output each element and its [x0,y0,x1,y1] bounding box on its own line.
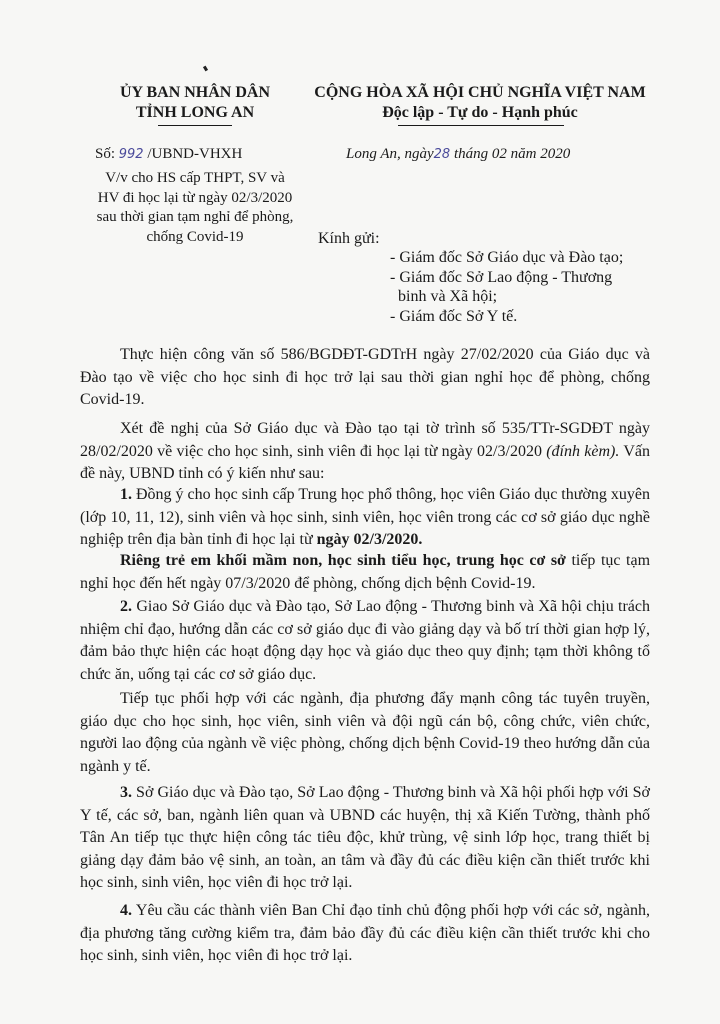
national-title: CỘNG HÒA XÃ HỘI CHỦ NGHĨA VIỆT NAM [314,84,646,101]
item-number: 3. [120,784,132,801]
recipient-line: - Giám đốc Sở Lao động - Thương [390,268,613,286]
subject-line: V/v cho HS cấp THPT, SV và [105,170,285,186]
date-day-handwritten: 28 [433,147,451,162]
subject-line: chống Covid-19 [146,228,244,245]
item-4-text: Yêu cầu các thành viên Ban Chỉ đạo tỉnh chủ động phối hợp với các sở, ngành, địa phương tăng cường kiểm tra, đảm bảo đầy đủ các điều kiện cần thiết trước khi cho học sinh, sinh viên, học viên đi học trở lại. [80,902,650,964]
paragraph-item-1 [80,484,650,552]
paragraph-intro: Thực hiện công văn số 586/BGDĐT-GDTrH ngày 27/02/2020 của Giáo dục và Đào tạo về việc cho học sinh đi học trở lại sau thời gian nghỉ học để phòng, chống Covid-19. [80,346,650,408]
item-3-text: Sở Giáo dục và Đào tạo, Sở Lao động - Thương binh và Xã hội phối hợp với Sở Y tế, các sở, ban, ngành liên quan và UBND các huyện, thị xã Kiến Tường, thành phố Tân An tiếp tục thực hiện công tác tiêu độc, khử trùng, vệ sinh lớp học, trang thiết bị giảng dạy đảm bảo vệ sinh, an toàn, an tâm và đầy đủ các điều kiện cần thiết trước khi học sinh, sinh viên, học viên đi học trở lại. [80,784,650,891]
greeting: Kính gửi: [318,230,380,247]
item-number: 2. [120,598,132,615]
proposal-tail: Vấn đề này, UBND tỉnh có ý kiến như sau: [80,442,650,482]
item-1-date: ngày 02/3/2020. [316,531,423,548]
subject-line: sau thời gian tạm nghỉ để phòng, [96,209,294,225]
item-1-text: Đồng ý cho học sinh cấp Trung học phổ thông, học viên Giáo dục thường xuyên (lớp 10, 11, 12), sinh viên và học sinh, sinh viên, học viên trong các cơ sở giáo dục nghề nghiệp trên địa bàn tỉnh đi học lại từ [80,486,650,548]
proposal-text: Xét đề nghị của Sở Giáo dục và Đào tạo tại tờ trình số 535/TTr-SGDĐT ngày 28/02/2020 về việc cho học sinh, sinh viên đi học lại từ ngày 02/3/2020 [80,420,650,460]
recipients-list [390,248,623,326]
document-number [95,146,242,163]
proposal-attachment-note: (đính kèm). [546,442,620,460]
org-underline [158,125,232,126]
paragraph-item-4 [80,900,650,968]
exception-text: tiếp tục tạm nghỉ học đến hết ngày 07/3/2020 để phòng, chống dịch bệnh Covid-19. [80,552,651,592]
ink-mark [203,66,208,72]
date-prefix: Long An, ngày [346,146,434,162]
paragraph-exception [80,550,650,595]
item-number: 1. [120,486,132,503]
document-date [346,146,570,163]
issuing-org-line2: TỈNH LONG AN [135,104,255,121]
exception-bold-text: Riêng trẻ em khối mầm non, học sinh tiểu học, trung học cơ sở [120,552,566,569]
paragraph-propaganda: Tiếp tục phối hợp với các ngành, địa phương đẩy mạnh công tác tuyên truyền, giáo dục cho học sinh, học viên, sinh viên và đội ngũ cán bộ, công chức, viên chức, người lao động của ngành về việc phòng, chống dịch bệnh Covid-19 theo hướng dẫn của ngành y tế. [80,690,650,775]
paragraph-item-3 [80,782,650,895]
doc-number-suffix: /UBND-VHXH [147,146,243,162]
paragraph-item-2 [80,596,650,686]
motto-underline [398,125,564,126]
doc-number-handwritten: 992 [118,147,144,162]
doc-number-prefix: Số: [95,146,116,162]
recipient-line: binh và Xã hội; [398,288,498,305]
recipient-line: - Giám đốc Sở Y tế. [390,307,518,325]
item-number: 4. [120,902,132,919]
item-2-text: Giao Sở Giáo dục và Đào tạo, Sở Lao động - Thương binh và Xã hội chịu trách nhiệm chỉ đạo, hướng dẫn các cơ sở giáo dục đi vào giảng dạy và bố trí thời gian hợp lý, đảm bảo thực hiện các hoạt động dạy học và giáo dục theo quy định; tạm thời không tổ chức ăn, uống tại các cơ sở giáo dục. [80,598,650,683]
date-suffix: tháng 02 năm 2020 [453,146,571,162]
paragraph-proposal [80,418,650,486]
recipient-line: - Giám đốc Sở Giáo dục và Đào tạo; [390,249,624,266]
subject-line: HV đi học lại từ ngày 02/3/2020 [97,189,293,206]
issuing-org-line1: ỦY BAN NHÂN DÂN [119,84,271,101]
document-subject [70,169,320,247]
national-motto: Độc lập - Tự do - Hạnh phúc [382,104,578,121]
